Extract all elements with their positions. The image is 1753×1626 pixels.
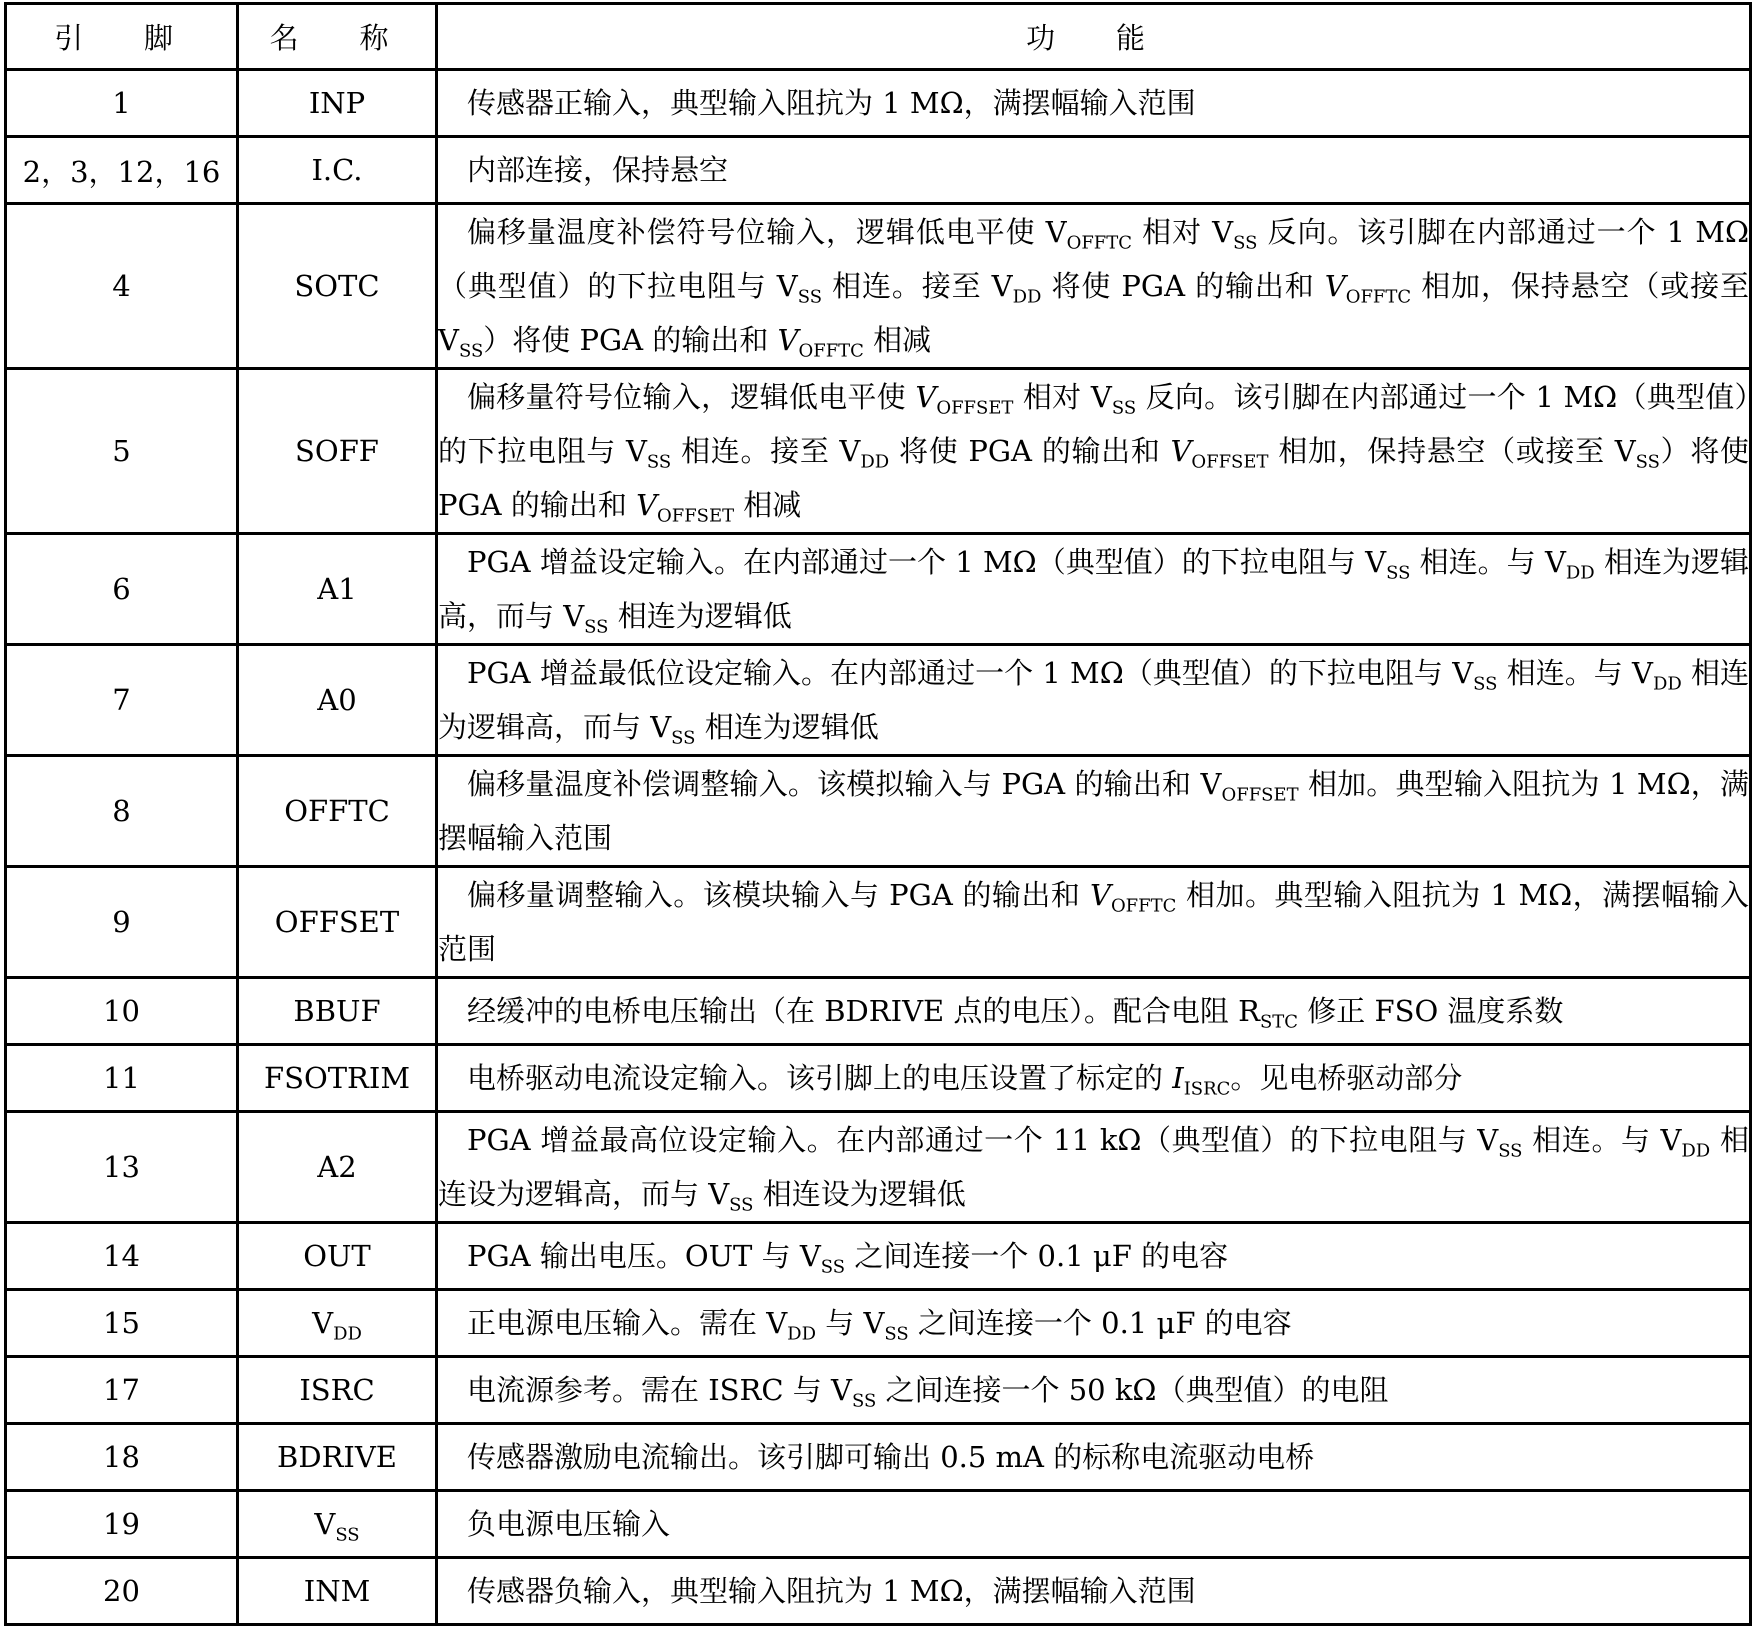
table-row: [6, 1112, 1751, 1223]
pin-function: [437, 756, 1751, 867]
pin-function: [437, 369, 1751, 534]
pin-number: 5: [6, 369, 238, 534]
pin-function-text: PGA 输出电压。OUT 与 $V_{SS}$ 之间连接一个 0.1 μF 的电容: [467, 1239, 1229, 1278]
table-row: [6, 137, 1751, 204]
pin-name: INP: [238, 70, 437, 137]
pin-function-text: 传感器激励电流输出。该引脚可输出 0.5 mA 的标称电流驱动电桥: [467, 1440, 1315, 1474]
pin-function-text: PGA 增益设定输入。在内部通过一个 1 MΩ（典型值）的下拉电阻与 $V_{SS}$ 相连。与 $V_{DD}$ 相连为逻辑高，而与 $V_{SS}$ 相连为逻辑低: [438, 545, 1750, 638]
pin-name: A2: [238, 1112, 437, 1223]
pin-name: I.C.: [238, 137, 437, 204]
table-row: [6, 1357, 1751, 1424]
pin-name: SOTC: [238, 204, 437, 369]
table-row: [6, 1491, 1751, 1558]
pin-name: BDRIVE: [238, 1424, 437, 1491]
pin-function-text: PGA 增益最低位设定输入。在内部通过一个 1 MΩ（典型值）的下拉电阻与 $V_{SS}$ 相连。与 $V_{DD}$ 相连为逻辑高，而与 $V_{SS}$ 相连为逻辑低: [438, 656, 1750, 749]
pin-name: FSOTRIM: [238, 1045, 437, 1112]
pin-name: A0: [238, 645, 437, 756]
pin-function-text: 传感器正输入，典型输入阻抗为 1 MΩ，满摆幅输入范围: [467, 86, 1196, 120]
table-row: [6, 70, 1751, 137]
header-row: [6, 4, 1751, 70]
pin-function: [437, 867, 1751, 978]
pin-function: [437, 204, 1751, 369]
pin-function-text: 偏移量温度补偿符号位输入，逻辑低电平使 $V_{OFFTC}$ 相对 $V_{SS}$ 反向。该引脚在内部通过一个 1 MΩ（典型值）的下拉电阻与 $V_{SS}$ 相连。接至 $V_{DD}$ 将使 PGA 的输出和 $V_{OFFTC}$ 相加，保持悬空（或接至 $V_{SS}$）将使 PGA 的输出和 $V_{OFFTC}$ 相减: [438, 215, 1750, 362]
pin-function-text: 传感器负输入，典型输入阻抗为 1 MΩ，满摆幅输入范围: [467, 1574, 1196, 1608]
table-row: [6, 369, 1751, 534]
pin-function-text: 电流源参考。需在 ISRC 与 $V_{SS}$ 之间连接一个 50 kΩ（典型值）的电阻: [467, 1373, 1389, 1412]
header-function: 功 能: [437, 4, 1751, 70]
pin-function-text: 电桥驱动电流设定输入。该引脚上的电压设置了标定的 $I_{ISRC}$。见电桥驱动部分: [467, 1061, 1463, 1100]
pin-number: 1: [6, 70, 238, 137]
pin-function: [437, 1424, 1751, 1491]
table-row: [6, 534, 1751, 645]
pin-function-text: 负电源电压输入: [467, 1507, 671, 1541]
pin-function-text: 经缓冲的电桥电压输出（在 BDRIVE 点的电压）。配合电阻 $R_{STC}$ 修正 FSO 温度系数: [467, 994, 1564, 1033]
pin-number: 2，3，12，16: [6, 137, 238, 204]
pin-function: [437, 1357, 1751, 1424]
pin-number: 7: [6, 645, 238, 756]
pin-function-text: PGA 增益最高位设定输入。在内部通过一个 11 kΩ（典型值）的下拉电阻与 $V_{SS}$ 相连。与 $V_{DD}$ 相连设为逻辑高，而与 $V_{SS}$ 相连设为逻辑低: [438, 1123, 1750, 1216]
pin-number: 17: [6, 1357, 238, 1424]
pin-number: 18: [6, 1424, 238, 1491]
pin-function-text: 正电源电压输入。需在 $V_{DD}$ 与 $V_{SS}$ 之间连接一个 0.1 μF 的电容: [467, 1306, 1292, 1345]
table-row: [6, 978, 1751, 1045]
pin-number: 13: [6, 1112, 238, 1223]
pin-function: [437, 1491, 1751, 1558]
pin-function: [437, 1112, 1751, 1223]
pin-function: [437, 534, 1751, 645]
pin-number: 11: [6, 1045, 238, 1112]
pin-function: [437, 978, 1751, 1045]
table-row: [6, 204, 1751, 369]
pin-function-text: 内部连接，保持悬空: [467, 153, 729, 187]
table-row: [6, 1558, 1751, 1625]
header-name: 名 称: [238, 4, 437, 70]
header-pin: 引 脚: [6, 4, 238, 70]
table-body: [6, 70, 1751, 1625]
pin-name: OFFTC: [238, 756, 437, 867]
pin-function: [437, 1290, 1751, 1357]
table-row: [6, 1045, 1751, 1112]
pin-number: 20: [6, 1558, 238, 1625]
table-row: [6, 867, 1751, 978]
table-row: [6, 645, 1751, 756]
pin-number: 6: [6, 534, 238, 645]
table-row: [6, 1223, 1751, 1290]
pin-number: 19: [6, 1491, 238, 1558]
pin-function: [437, 70, 1751, 137]
pin-number: 4: [6, 204, 238, 369]
pin-name: OFFSET: [238, 867, 437, 978]
pin-function-text: 偏移量调整输入。该模块输入与 PGA 的输出和 $V_{OFFTC}$ 相加。典型输入阻抗为 1 MΩ，满摆幅输入范围: [438, 878, 1749, 966]
pin-number: 8: [6, 756, 238, 867]
pin-function: [437, 1045, 1751, 1112]
pin-number: 9: [6, 867, 238, 978]
pin-name: BBUF: [238, 978, 437, 1045]
pin-name: SOFF: [238, 369, 437, 534]
table-row: [6, 1424, 1751, 1491]
pin-name: $V_{DD}$: [238, 1290, 437, 1357]
table-row: [6, 756, 1751, 867]
pin-number: 14: [6, 1223, 238, 1290]
pin-function: [437, 1558, 1751, 1625]
pin-function: [437, 1223, 1751, 1290]
pin-name: OUT: [238, 1223, 437, 1290]
pin-function: [437, 645, 1751, 756]
pin-number: 15: [6, 1290, 238, 1357]
pin-function-table: [4, 2, 1752, 1626]
pin-function-text: 偏移量温度补偿调整输入。该模拟输入与 PGA 的输出和 $V_{OFFSET}$ 相加。典型输入阻抗为 1 MΩ，满摆幅输入范围: [438, 767, 1749, 855]
pin-function-text: 偏移量符号位输入，逻辑低电平使 $V_{OFFSET}$ 相对 $V_{SS}$ 反向。该引脚在内部通过一个 1 MΩ（典型值）的下拉电阻与 $V_{SS}$ 相连。接至 $V_{DD}$ 将使 PGA 的输出和 $V_{OFFSET}$ 相加，保持悬空（或接至 $V_{SS}$）将使 PGA 的输出和 $V_{OFFSET}$ 相减: [438, 380, 1749, 527]
pin-number: 10: [6, 978, 238, 1045]
pin-name: A1: [238, 534, 437, 645]
table-row: [6, 1290, 1751, 1357]
pin-name: INM: [238, 1558, 437, 1625]
pin-name: ISRC: [238, 1357, 437, 1424]
pin-name: $V_{SS}$: [238, 1491, 437, 1558]
pin-function: [437, 137, 1751, 204]
